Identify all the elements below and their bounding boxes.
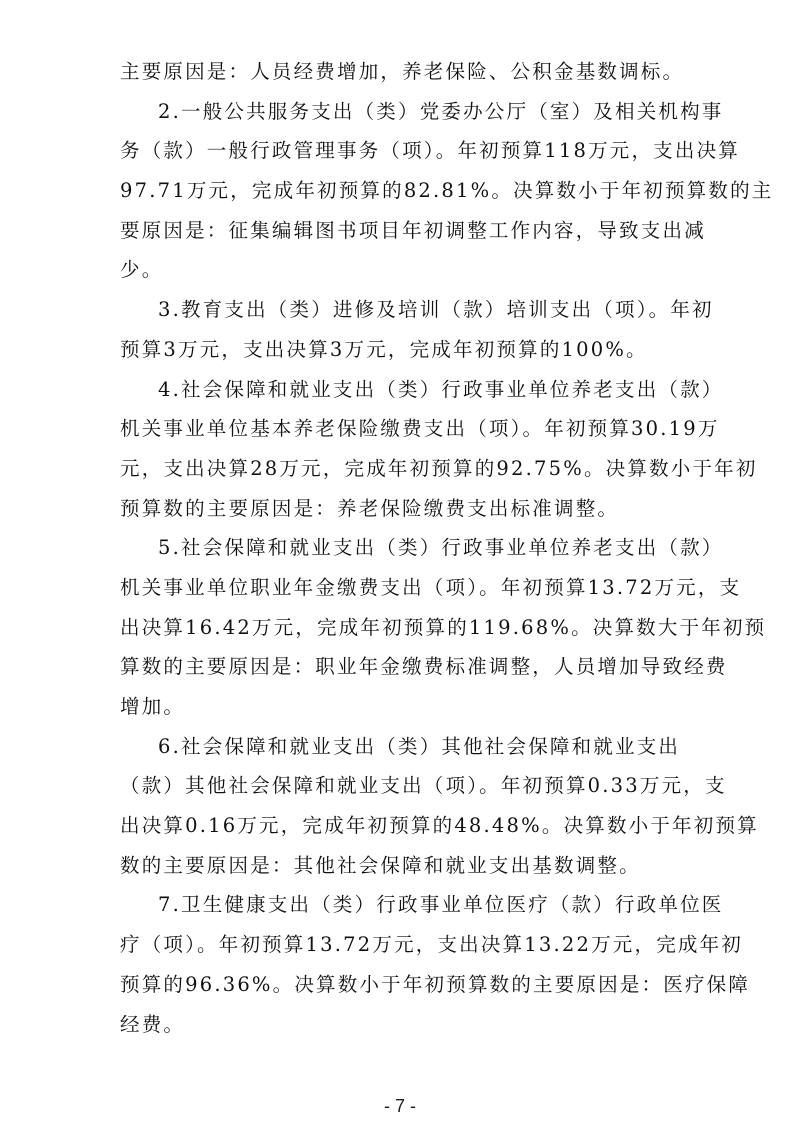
paragraph-line: 出决算0.16万元，完成年初预算的48.48%。决算数小于年初预算 — [120, 814, 759, 838]
paragraph-line: （款）其他社会保障和就业支出（项）。年初预算0.33万元，支 — [120, 774, 727, 798]
paragraph-line: 主要原因是：人员经费增加，养老保险、公积金基数调标。 — [120, 60, 685, 83]
paragraph-line: 机关事业单位职业年金缴费支出（项）。年初预算13.72万元，支 — [120, 575, 742, 599]
paragraph-line: 算数的主要原因是：职业年金缴费标准调整，人员增加导致经费 — [120, 655, 728, 679]
page-number: - 7 - — [383, 1096, 416, 1116]
paragraph-line: 3.教育支出（类）进修及培训（款）培训支出（项）。年初 — [158, 298, 714, 322]
paragraph-line: 要原因是：征集编辑图书项目年初调整工作内容，导致支出减 — [120, 218, 706, 242]
paragraph-line: 出决算16.42万元，完成年初预算的119.68%。决算数大于年初预 — [120, 615, 767, 639]
document-body — [120, 52, 774, 1044]
paragraph-line: 增加。 — [120, 695, 186, 718]
paragraph-line: 预算数的主要原因是：养老保险缴费支出标准调整。 — [120, 496, 620, 520]
paragraph-line: 97.71万元，完成年初预算的82.81%。决算数小于年初预算数的主 — [120, 179, 774, 203]
paragraph-line: 数的主要原因是：其他社会保障和就业支出基数调整。 — [120, 853, 641, 877]
paragraph-line: 机关事业单位基本养老保险缴费支出（项）。年初预算30.19万 — [120, 417, 720, 441]
paragraph-line: 预算3万元，支出决算3万元，完成年初预算的100%。 — [120, 337, 648, 361]
paragraph-line: 元，支出决算28万元，完成年初预算的92.75%。决算数小于年初 — [120, 456, 758, 480]
paragraph-line: 少。 — [120, 258, 164, 282]
paragraph-line: 4.社会保障和就业支出（类）行政事业单位养老支出（款） — [158, 377, 724, 401]
paragraph-line: 疗（项）。年初预算13.72万元，支出决算13.22万元，完成年初 — [120, 933, 743, 957]
paragraph-line: 务（款）一般行政管理事务（项）。年初预算118万元，支出决算 — [120, 139, 740, 163]
paragraph-line: 6.社会保障和就业支出（类）其他社会保障和就业支出 — [158, 734, 681, 758]
paragraph-line: 2.一般公共服务支出（类）党委办公厅（室）及相关机构事 — [158, 99, 724, 123]
paragraph-line: 预算的96.36%。决算数小于年初预算数的主要原因是：医疗保障 — [120, 972, 751, 996]
paragraph-line: 经费。 — [120, 1012, 186, 1036]
paragraph-line: 5.社会保障和就业支出（类）行政事业单位养老支出（款） — [158, 536, 724, 560]
paragraph-line: 7.卫生健康支出（类）行政事业单位医疗（款）行政单位医 — [158, 893, 724, 917]
